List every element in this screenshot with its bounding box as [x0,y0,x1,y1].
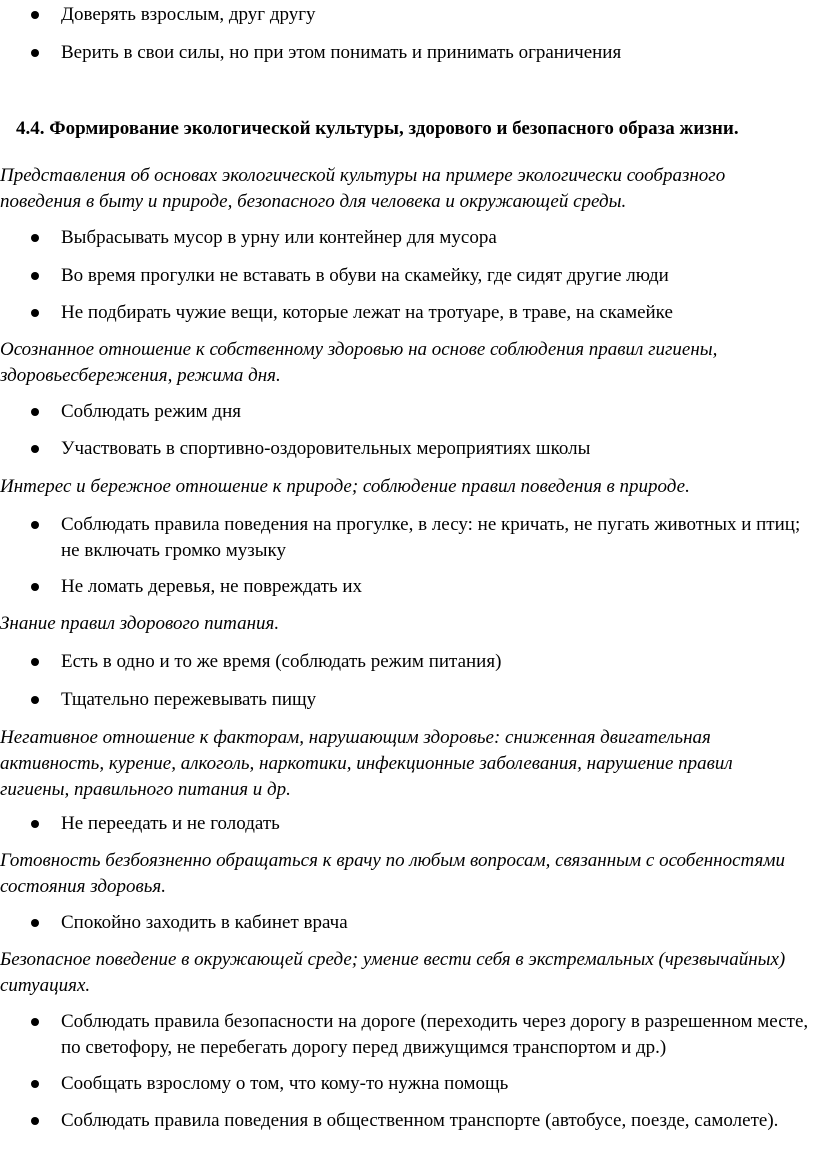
paragraph-intro: Знание правил здорового питания. [0,613,280,634]
bullet-icon [31,11,39,19]
bullet-icon [31,658,39,666]
bullet-icon [31,1018,39,1026]
bullet-icon [31,919,39,927]
bullet-icon [31,234,39,242]
bullet-icon [31,272,39,280]
list-item-text: Не переедать и не голодать [61,813,280,834]
paragraph-intro: Осознанное отношение к собственному здоровью на основе соблюдения правил гигиены, здоровьесбережения, режима дня. [0,339,718,386]
list-item-text: Не подбирать чужие вещи, которые лежат на тротуаре, в траве, на скамейке [61,302,673,323]
bullet-icon [31,445,39,453]
list-item-text: Верить в свои силы, но при этом понимать и принимать ограничения [61,42,622,63]
bullet-icon [31,696,39,704]
bullet-icon [31,408,39,416]
bullet-icon [31,309,39,317]
list-item-text: Сообщать взрослому о том, что кому-то нужна помощь [61,1073,509,1094]
list-item-text: Доверять взрослым, друг другу [61,4,316,25]
paragraph-intro: Интерес и бережное отношение к природе; соблюдение правил поведения в природе. [0,476,690,497]
list-item-text: Во время прогулки не вставать в обуви на скамейку, где сидят другие люди [61,265,669,286]
list-item-text: Соблюдать режим дня [61,401,241,422]
list-item-text: Не ломать деревья, не повреждать их [61,576,363,597]
list-item-text: Выбрасывать мусор в урну или контейнер для мусора [61,227,497,248]
list-item-text: Спокойно заходить в кабинет врача [61,912,348,933]
bullet-icon [31,1080,39,1088]
paragraph-intro: Представления об основах экологической культуры на примере экологически сообразного поведения в быту и природе, безопасного для человека и окружающей среды. [0,165,726,212]
section-heading: 4.4. Формирование экологической культуры, здорового и безопасного образа жизни. [16,118,739,139]
list-item-text: Соблюдать правила поведения в общественном транспорте (автобусе, поезде, самолете). [61,1110,779,1131]
list-item-text: Тщательно пережевывать пищу [61,689,317,710]
paragraph-intro: Негативное отношение к факторам, нарушающим здоровье: сниженная двигательная активность, курение, алкоголь, наркотики, инфекционные заболевания, нарушение правил гигиены, правильного питания и др. [0,727,733,800]
bullet-icon [31,521,39,529]
bullet-icon [31,820,39,828]
bullet-icon [31,583,39,591]
list-item-text: Соблюдать правила поведения на прогулке, в лесу: не кричать, не пугать животных и птиц; не включать громко музыку [61,514,801,561]
bullet-icon [31,49,39,57]
list-item-text: Соблюдать правила безопасности на дороге (переходить через дорогу в разрешенном месте, по светофору, не перебегать дорогу перед движущимся транспортом и др.) [61,1011,809,1058]
list-item-text: Есть в одно и то же время (соблюдать режим питания) [61,651,502,672]
list-item-text: Участвовать в спортивно-оздоровительных мероприятиях школы [61,438,591,459]
paragraph-intro: Готовность безбоязненно обращаться к врачу по любым вопросам, связанным с особенностями состояния здоровья. [0,850,785,897]
paragraph-intro: Безопасное поведение в окружающей среде; умение вести себя в экстремальных (чрезвычайных) ситуациях. [0,949,786,996]
bullet-icon [31,1117,39,1125]
